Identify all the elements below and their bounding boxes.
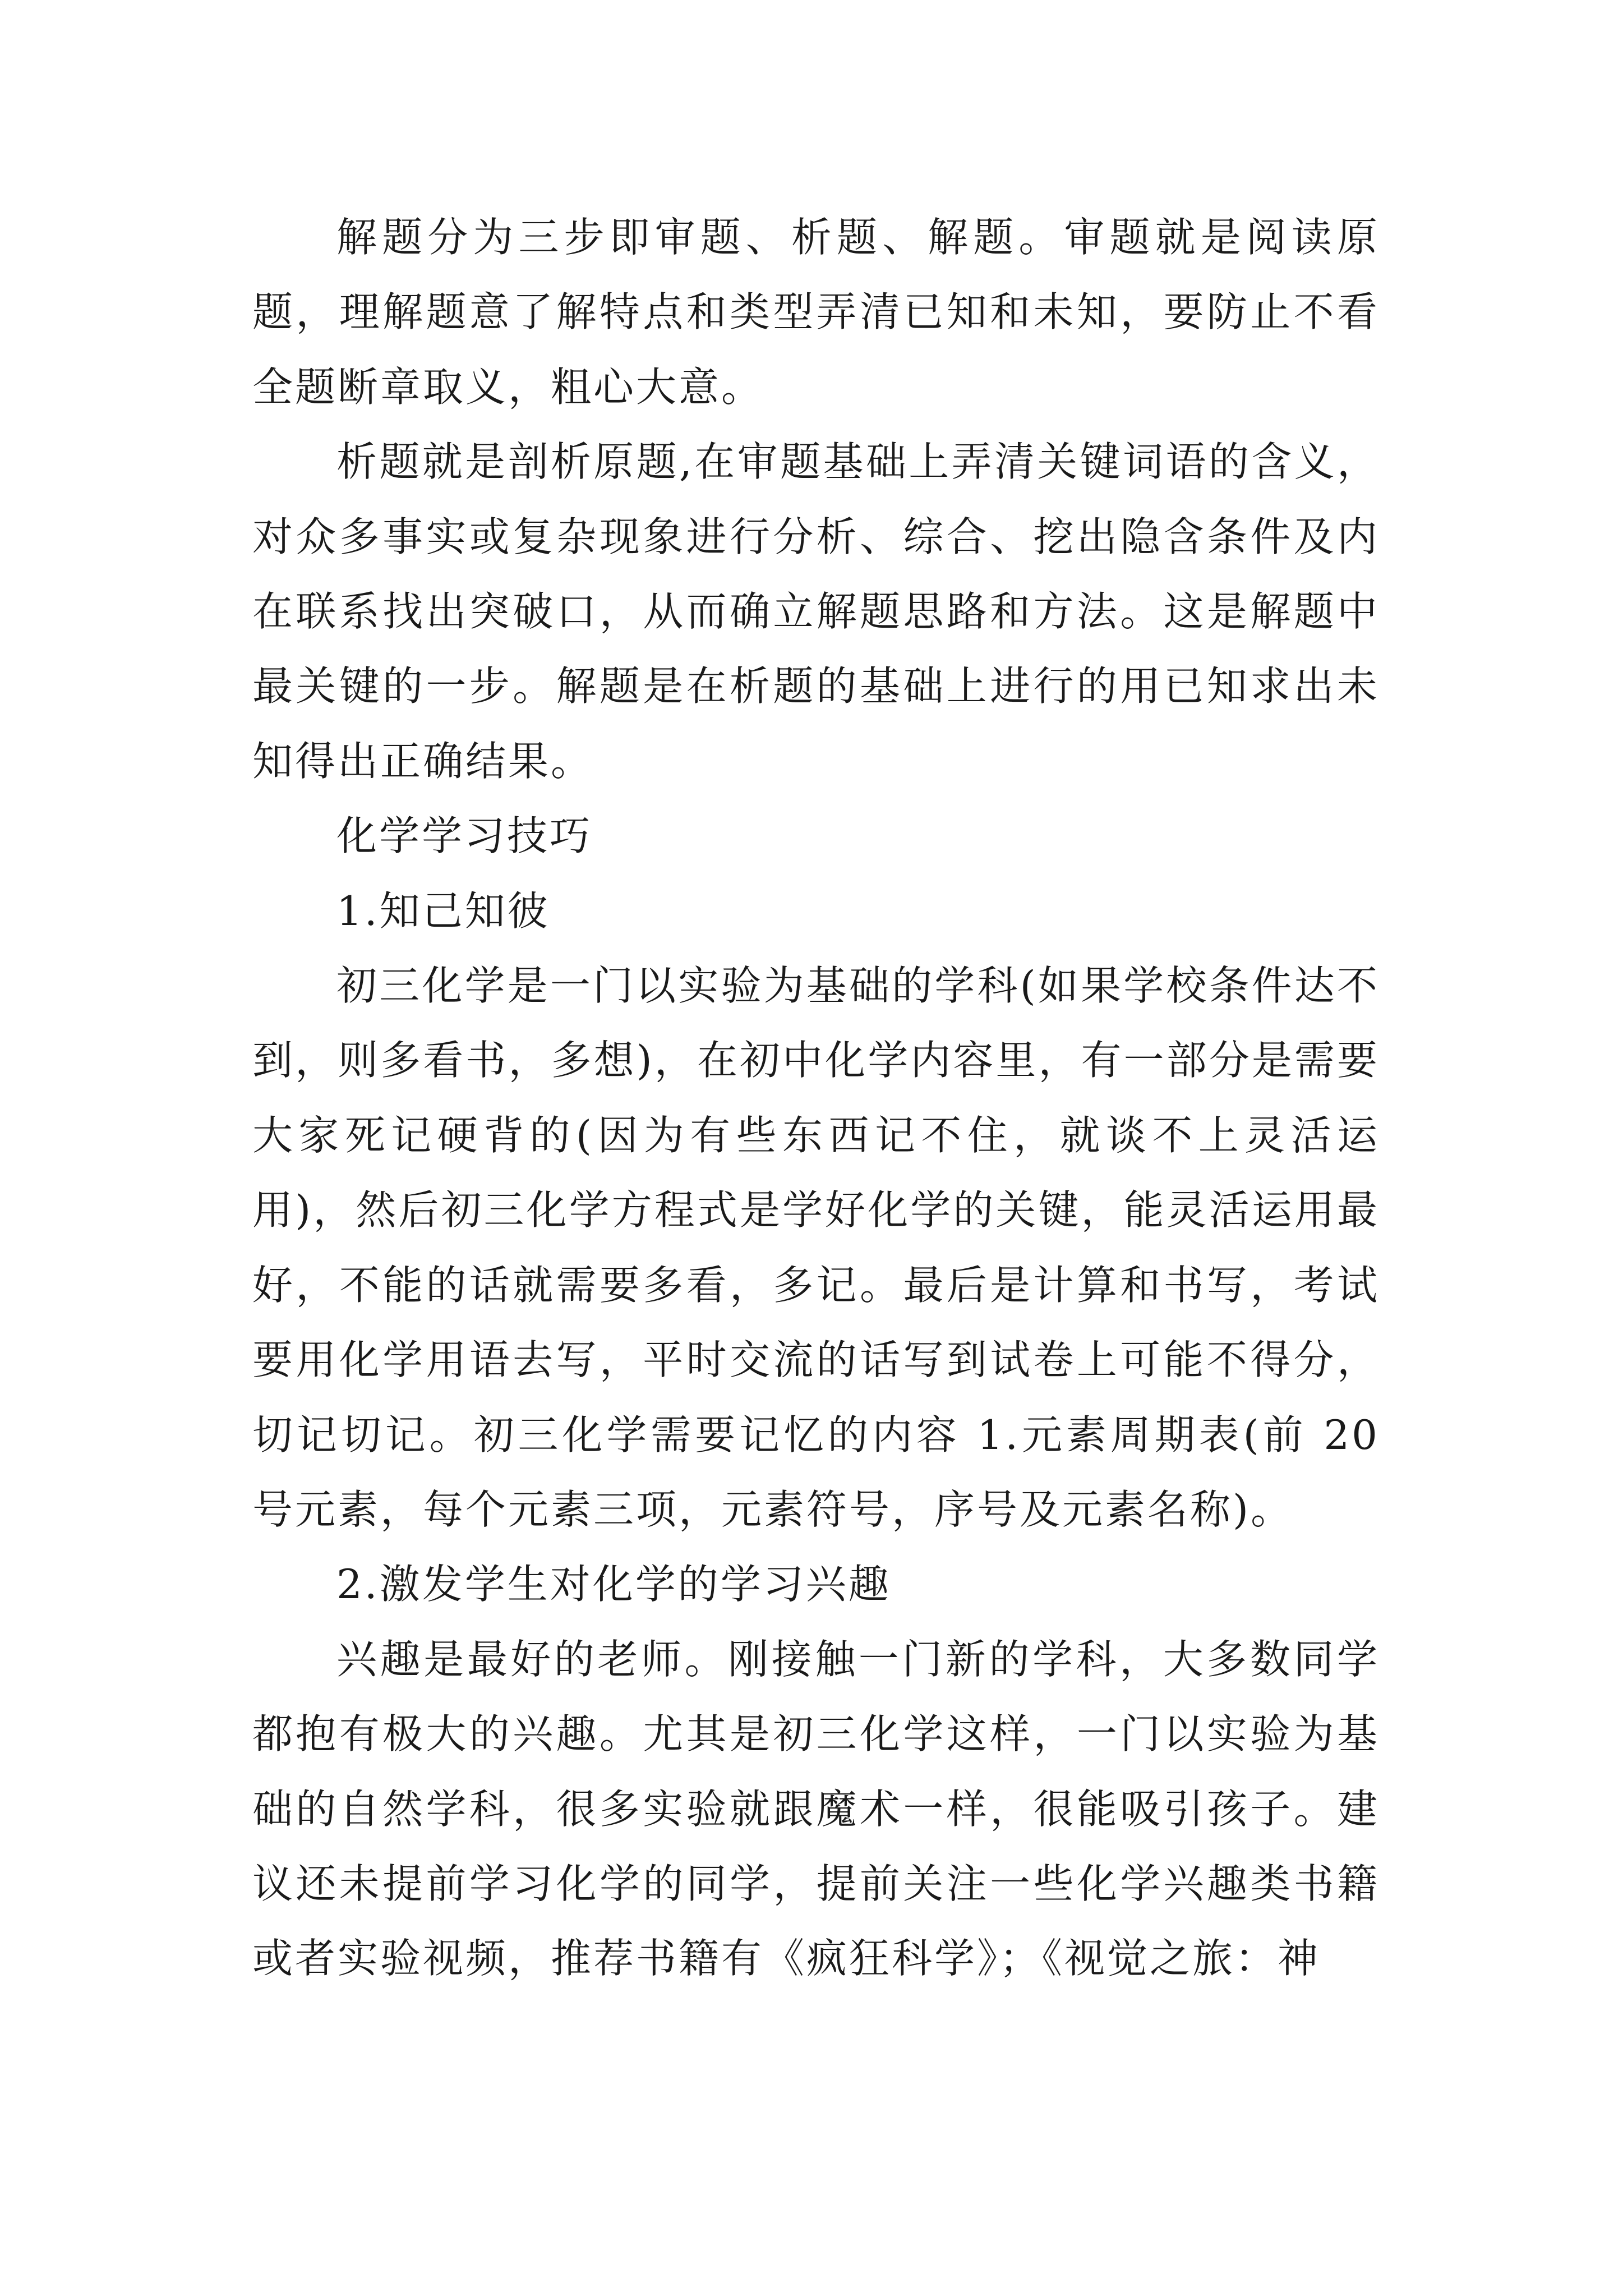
paragraph-interest: 兴趣是最好的老师。刚接触一门新的学科，大多数同学都抱有极大的兴趣。尤其是初三化学这样，一门以实验为基础的自然学科，很多实验就跟魔术一样，很能吸引孩子。建议还未提前学习化学的同学，提前关注一些化学兴趣类书籍或者实验视频，推荐书籍有《疯狂科学》；《视觉之旅：神 [252,1635,1380,1982]
paragraph-know-yourself: 初三化学是一门以实验为基础的学科(如果学校条件达不到，则多看书，多想)，在初中化学内容里，有一部分是需要大家死记硬背的(因为有些东西记不住，就谈不上灵活运用)，然后初三化学方程式是学好化学的关键，能灵活运用最好，不能的话就需要多看，多记。最后是计算和书写，考试要用化学用语去写，平时交流的话写到试卷上可能不得分，切记切记。初三化学需要记忆的内容 1.元素周期表(前 20 号元素，每个元素三项，元素符号，序号及元素名称)。 [252,962,1380,1533]
document-body [252,200,1380,1996]
section-heading-study-tips: 化学学习技巧 [336,812,593,860]
subheading-know-yourself: 1.知己知彼 [336,887,550,935]
subheading-interest: 2.激发学生对化学的学习兴趣 [336,1561,891,1608]
paragraph-problem-solving-steps: 解题分为三步即审题、析题、解题。审题就是阅读原题，理解题意了解特点和类型弄清已知和未知，要防止不看全题断章取义，粗心大意。 [252,214,1380,411]
paragraph-analysis: 析题就是剖析原题,在审题基础上弄清关键词语的含义，对众多事实或复杂现象进行分析、综合、挖出隐含条件及内在联系找出突破口，从而确立解题思路和方法。这是解题中最关键的一步。解题是在析题的基础上进行的用已知求出未知得出正确结果。 [252,438,1380,785]
